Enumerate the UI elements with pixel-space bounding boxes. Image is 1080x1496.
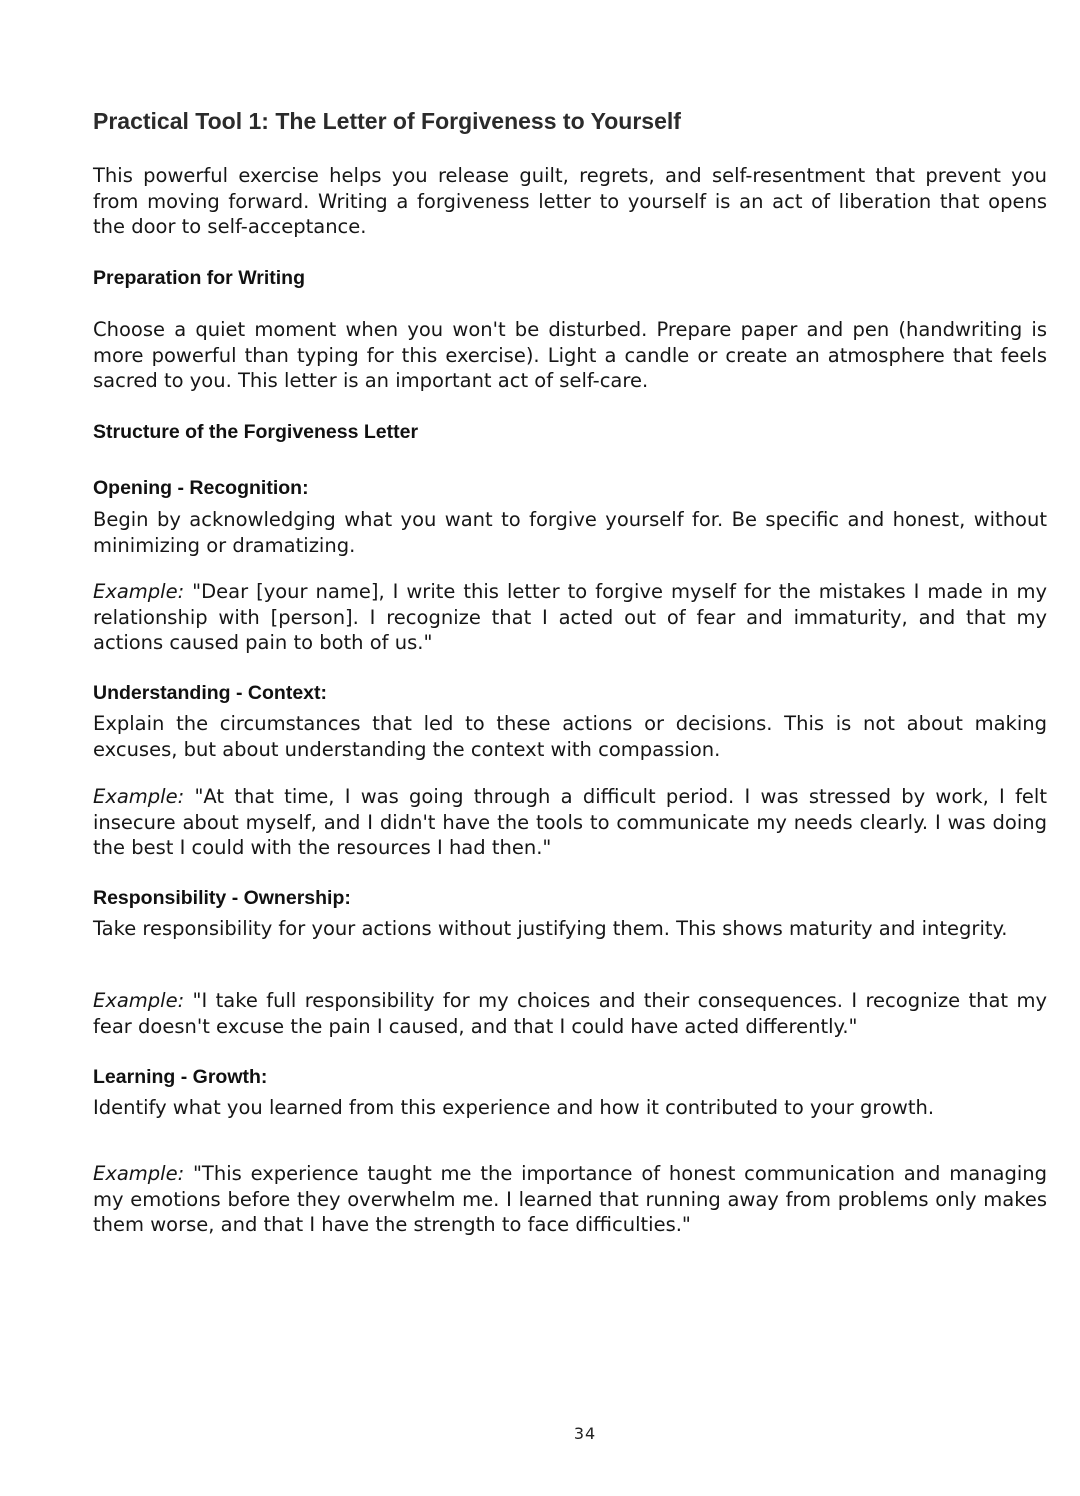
- example-label: Example:: [93, 1162, 185, 1185]
- document-page: [93, 0, 1047, 1496]
- opening-example: [93, 579, 1047, 656]
- example-label: Example:: [93, 785, 185, 808]
- learning-heading: Learning - Growth:: [93, 1066, 268, 1088]
- intro-paragraph: This powerful exercise helps you release guilt, regrets, and self-resentment that prevent you from moving forward. Writing a forgiveness letter to yourself is an act of liberation that opens the door to self-acceptance.: [93, 164, 1047, 239]
- structure-heading: Structure of the Forgiveness Letter: [93, 421, 419, 443]
- responsibility-heading: Responsibility - Ownership:: [93, 887, 351, 909]
- example-text: "Dear [your name], I write this letter to forgive myself for the mistakes I made in my relationship with [person]. I recognize that I acted out of fear and immaturity, and that my actions caused pain to both of us.": [93, 580, 1047, 655]
- learning-paragraph: Identify what you learned from this experience and how it contributed to your growth.: [93, 1096, 935, 1119]
- page-number: 34: [573, 1424, 597, 1443]
- responsibility-paragraph: Take responsibility for your actions without justifying them. This shows maturity and integrity.: [93, 917, 1008, 940]
- opening-paragraph: Begin by acknowledging what you want to forgive yourself for. Be specific and honest, without minimizing or dramatizing.: [93, 508, 1047, 557]
- example-text: "This experience taught me the importance of honest communication and managing my emotions before they overwhelm me. I learned that running away from problems only makes them worse, and that I have the strength to face difficulties.": [93, 1162, 1047, 1237]
- example-text: "I take full responsibility for my choices and their consequences. I recognize that my fear doesn't excuse the pain I caused, and that I could have acted differently.": [93, 989, 1047, 1038]
- example-text: "At that time, I was going through a difficult period. I was stressed by work, I felt insecure about myself, and I didn't have the tools to communicate my needs clearly. I was doing the best I could with the resources I had then.": [93, 785, 1047, 860]
- learning-example: [93, 1161, 1047, 1238]
- understanding-example: [93, 784, 1047, 861]
- opening-heading: Opening - Recognition:: [93, 477, 309, 499]
- responsibility-example: [93, 988, 1047, 1039]
- understanding-paragraph: Explain the circumstances that led to these actions or decisions. This is not about making excuses, but about understanding the context with compassion.: [93, 712, 1047, 761]
- example-label: Example:: [93, 989, 185, 1012]
- preparation-paragraph: Choose a quiet moment when you won't be disturbed. Prepare paper and pen (handwriting is more powerful than typing for this exercise). Light a candle or create an atmosphere that feels sacred to you. This letter is an important act of self-care.: [93, 318, 1047, 393]
- example-label: Example:: [93, 580, 185, 603]
- understanding-heading: Understanding - Context:: [93, 682, 327, 704]
- preparation-heading: Preparation for Writing: [93, 267, 305, 289]
- page-title: Practical Tool 1: The Letter of Forgiveness to Yourself: [93, 108, 681, 134]
